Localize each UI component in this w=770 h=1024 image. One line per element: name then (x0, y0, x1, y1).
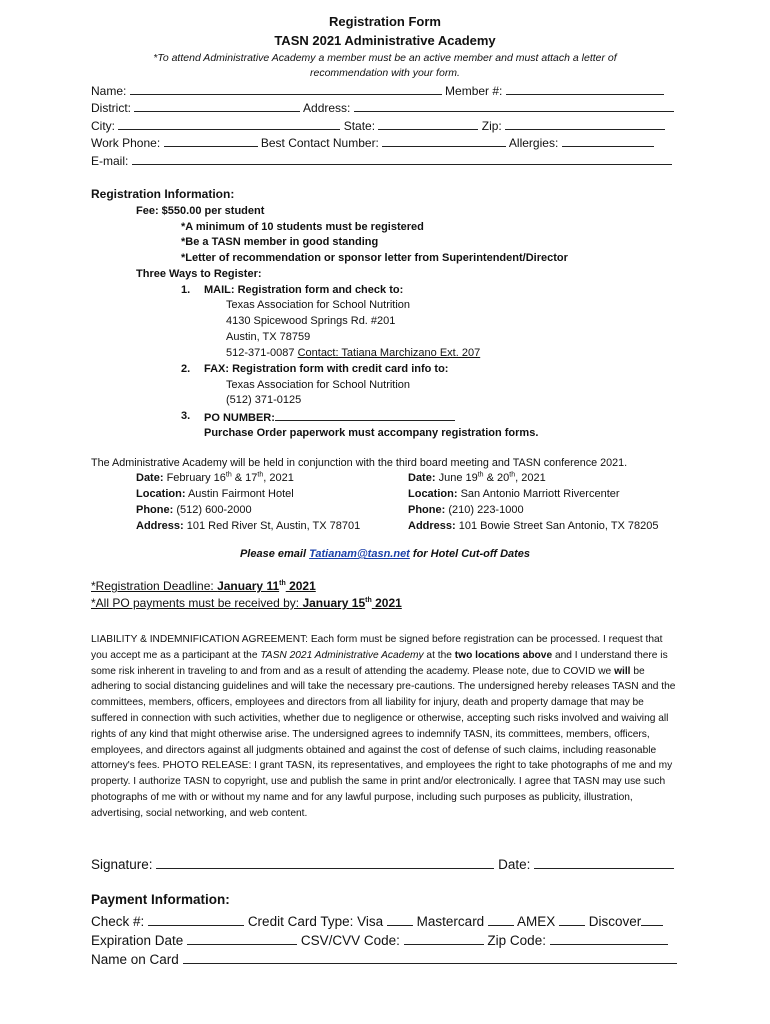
signature-date-field[interactable] (534, 855, 674, 869)
email-row (91, 153, 672, 168)
po-number-label: PO NUMBER: (204, 412, 275, 424)
mail-city: Austin, TX 78759 (226, 331, 311, 343)
city-label: City: (91, 119, 115, 133)
mail-phone: 512-371-0087 (226, 347, 295, 359)
requirement-3: *Letter of recommendation or sponsor letter from Superintendent/Director (181, 252, 568, 264)
discover-field[interactable] (641, 912, 663, 926)
event-intro: The Administrative Academy will be held in conjunction with the third board meeting and TASN conference 2021. (91, 457, 628, 469)
address-label: Address: (303, 101, 351, 115)
mail-street: 4130 Spicewood Springs Rd. #201 (226, 315, 396, 327)
email-field[interactable] (132, 153, 672, 165)
best-contact-field[interactable] (382, 135, 506, 147)
member-label: Member #: (445, 84, 503, 98)
event-left-location: Location: Austin Fairmont Hotel (136, 488, 294, 500)
po-note: Purchase Order paperwork must accompany registration forms. (204, 427, 539, 439)
name-on-card-field[interactable] (183, 950, 677, 964)
form-subtitle: TASN 2021 Administrative Academy (274, 33, 496, 48)
payment-heading: Payment Information: (91, 892, 230, 907)
method-1-mail: MAIL: Registration form and check to: (204, 284, 404, 296)
member-number-field[interactable] (506, 83, 664, 95)
name-member-row (91, 83, 664, 98)
signature-label: Signature: (91, 857, 153, 872)
three-ways-heading: Three Ways to Register: (136, 268, 262, 280)
allergies-field[interactable] (562, 135, 654, 147)
form-title: Registration Form (329, 14, 441, 29)
check-number-field[interactable] (148, 912, 244, 926)
cc-type-label: Credit Card Type: Visa (247, 914, 384, 929)
name-label: Name: (91, 84, 127, 98)
payment-row-3 (91, 950, 677, 967)
payment-zip-field[interactable] (550, 931, 668, 945)
address-field[interactable] (354, 100, 674, 112)
best-contact-label: Best Contact Number: (260, 136, 379, 150)
csv-field[interactable] (404, 931, 484, 945)
allergies-label: Allergies: (508, 136, 559, 150)
city-field[interactable] (118, 118, 340, 130)
work-phone-field[interactable] (164, 135, 258, 147)
district-field[interactable] (134, 100, 300, 112)
method-1-number: 1. (181, 284, 191, 296)
event-left-date: Date: February 16th & 17th, 2021 (136, 471, 294, 484)
payment-row-2 (91, 931, 668, 948)
event-right-address: Address: 101 Bowie Street San Antonio, TX 78205 (408, 520, 659, 532)
mastercard-field[interactable] (488, 912, 514, 926)
signature-row (91, 855, 674, 872)
fee-text: Fee: $550.00 per student (136, 205, 265, 217)
check-label: Check #: (91, 914, 145, 929)
city-state-zip-row (91, 118, 665, 133)
name-on-card-label: Name on Card (91, 952, 179, 967)
signature-date-label: Date: (498, 857, 531, 872)
visa-field[interactable] (387, 912, 413, 926)
phone-allergies-row (91, 135, 654, 150)
method-2-fax: FAX: Registration form with credit card info to: (204, 363, 449, 375)
name-field[interactable] (130, 83, 442, 95)
method-2-number: 2. (181, 363, 191, 375)
amex-field[interactable] (559, 912, 585, 926)
expiration-field[interactable] (187, 931, 297, 945)
district-label: District: (91, 101, 131, 115)
district-address-row (91, 100, 674, 115)
csv-label: CSV/CVV Code: (300, 933, 400, 948)
requirement-2: *Be a TASN member in good standing (181, 236, 379, 248)
discover-label: Discover (588, 914, 642, 929)
zip-label: Zip: (481, 119, 502, 133)
mail-org: Texas Association for School Nutrition (226, 299, 411, 311)
signature-field[interactable] (156, 855, 494, 869)
membership-note-line1: *To attend Administrative Academy a member must be an active member and must attach a letter of (153, 52, 617, 64)
event-right-location: Location: San Antonio Marriott Rivercenter (408, 488, 620, 500)
payment-zip-label: Zip Code: (487, 933, 546, 948)
email-label: E-mail: (91, 154, 129, 168)
registration-deadline: *Registration Deadline: January 11th 2021 (91, 579, 316, 593)
event-right-date: Date: June 19th & 20th, 2021 (408, 471, 546, 484)
po-number-field[interactable] (275, 410, 455, 421)
amex-label: AMEX (516, 914, 556, 929)
registration-heading: Registration Information: (91, 187, 235, 201)
state-field[interactable] (378, 118, 478, 130)
mail-contact-link[interactable]: Contact: Tatiana Marchizano Ext. 207 (297, 347, 481, 359)
mail-phone-row (226, 347, 480, 359)
method-3-number: 3. (181, 410, 191, 422)
mastercard-label: Mastercard (416, 914, 485, 929)
work-phone-label: Work Phone: (91, 136, 161, 150)
membership-note-line2: recommendation with your form. (310, 67, 460, 79)
method-3-po (204, 410, 455, 424)
expiration-label: Expiration Date (91, 933, 184, 948)
hotel-note: Please email Tatianam@tasn.net for Hotel Cut-off Dates (239, 548, 531, 560)
event-left-phone: Phone: (512) 600-2000 (136, 504, 252, 516)
payment-row-1 (91, 912, 663, 929)
event-left-address: Address: 101 Red River St, Austin, TX 78701 (136, 520, 361, 532)
state-label: State: (343, 119, 376, 133)
event-right-phone: Phone: (210) 223-1000 (408, 504, 524, 516)
fax-org: Texas Association for School Nutrition (226, 379, 411, 391)
zip-field[interactable] (505, 118, 665, 130)
liability-agreement: LIABILITY & INDEMNIFICATION AGREEMENT: Each form must be signed before registration can be processed. I request that you accept me as a participant at the TASN 2021 Administrative Academy at the two locations above and I understand there is some risk inherent in traveling to and from and as a result of attending the academy. Please note, due to COVID we will be adhering to social distancing guidelines and will take the necessary pre-cautions. The undersigned hereby releases TASN and the committees, members, officers, employees and directors from all liability for injury, death and property damage that may be suffered in connection with such activities, whether due to negligence or otherwise, accepting such risks involved and waiving all rights of any kind that might otherwise arise. The undersigned agrees to indemnify TASN, its committees, members, officers, employees, and directors against all judgments obtained and against the cost of defense of such claims, including reasonable attorney's fees. PHOTO RELEASE: I grant TASN, its representatives, and employees the right to take photographs of me and my property. I authorize TASN to copyright, use and publish the same in print and/or electronically. I agree that TASN may use such photographs of me with or without my name and for any lawful purpose, including such purposes as publicity, illustration, advertising, social networking, and web content. (91, 634, 676, 819)
hotel-email-link[interactable]: Tatianam@tasn.net (309, 548, 410, 560)
fax-number: (512) 371-0125 (226, 394, 302, 406)
po-payment-deadline: *All PO payments must be received by: January 15th 2021 (91, 596, 402, 610)
requirement-1: *A minimum of 10 students must be registered (181, 221, 424, 233)
